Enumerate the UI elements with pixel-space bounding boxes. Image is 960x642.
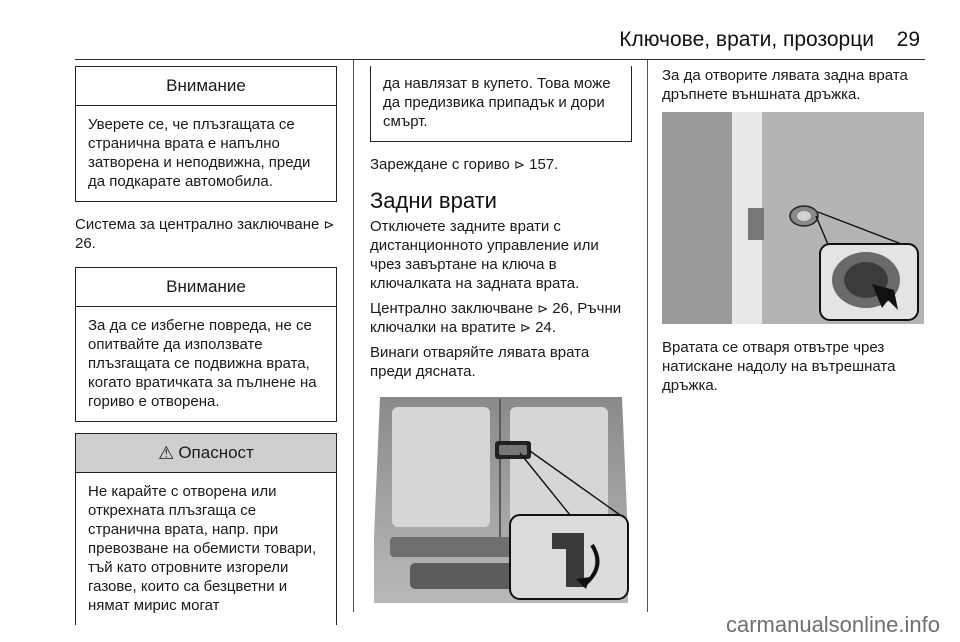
page-number: 29	[896, 28, 920, 51]
paragraph-text: Система за централно заключване	[75, 216, 320, 233]
column-divider	[647, 60, 648, 612]
arrow-reference-icon: ⊳	[520, 320, 531, 335]
inner-handle-paragraph: Вратата се отваря отвътре чрез натискане надолу на вътрешната дръжка.	[662, 339, 896, 394]
column-2	[370, 66, 632, 603]
refuel-paragraph	[370, 155, 632, 174]
door-order-paragraph: Винаги отваряйте лявата врата преди дясната.	[370, 344, 590, 380]
header-rule	[75, 59, 925, 60]
column-divider	[353, 60, 354, 612]
notice-box	[75, 267, 337, 422]
notice-title: Внимание	[76, 268, 336, 307]
danger-box	[75, 433, 337, 625]
notice-title: Внимание	[76, 67, 336, 106]
danger-title-text: Опасност	[178, 443, 254, 462]
danger-body-continued: да навлязат в купето. Това може да предизвика припадък и дори смърт.	[383, 75, 611, 130]
page-reference: 26, Ръчни ключалки на вратите	[370, 300, 622, 336]
arrow-reference-icon: ⊳	[514, 157, 525, 172]
page-reference: 26.	[75, 235, 96, 252]
column-1	[75, 66, 337, 625]
page-header	[600, 28, 920, 52]
notice-body: За да се избегне повреда, не се опитвайте да използвате плъзгащата се подвижна врата, когато вратичката за пълнене на гориво е отворена.	[88, 317, 317, 410]
paragraph-text: Централно заключване	[370, 300, 534, 317]
door-handle-illustration	[662, 112, 924, 324]
paragraph-text: Зареждане с гориво	[370, 156, 510, 173]
section-heading: Задни врати	[370, 188, 497, 213]
notice-body: Уверете се, че плъзгащата се странична врата е напълно затворена и неподвижна, преди да подкарате автомобила.	[88, 116, 311, 190]
locking-reference-paragraph	[370, 299, 632, 337]
watermark: carmanualsonline.info	[725, 612, 940, 637]
arrow-reference-icon: ⊳	[537, 301, 549, 316]
danger-body: Не карайте с отворена или открехната плъзгаща се странична врата, напр. при превозване на обемисти товари, тъй като отровните изгорели газове, които са безцветни и нямат мирис могат	[88, 483, 317, 614]
page-reference: 157.	[529, 156, 559, 173]
danger-title	[76, 434, 336, 473]
warning-triangle-icon: ⚠	[158, 443, 175, 463]
page-reference: 24.	[535, 319, 556, 336]
danger-box-continued	[370, 66, 632, 142]
notice-box	[75, 66, 337, 202]
outer-handle-paragraph: За да отворите лявата задна врата дръпнете външната дръжка.	[662, 67, 908, 103]
rear-doors-illustration	[370, 387, 632, 603]
central-locking-paragraph	[75, 215, 337, 253]
arrow-reference-icon: ⊳	[323, 217, 335, 232]
column-3	[662, 66, 926, 395]
unlock-paragraph: Отключете задните врати с дистанционното управление или чрез завъртане на ключа в ключалката на задната врата.	[370, 218, 599, 292]
header-title: Ключове, врати, прозорци	[619, 28, 874, 51]
